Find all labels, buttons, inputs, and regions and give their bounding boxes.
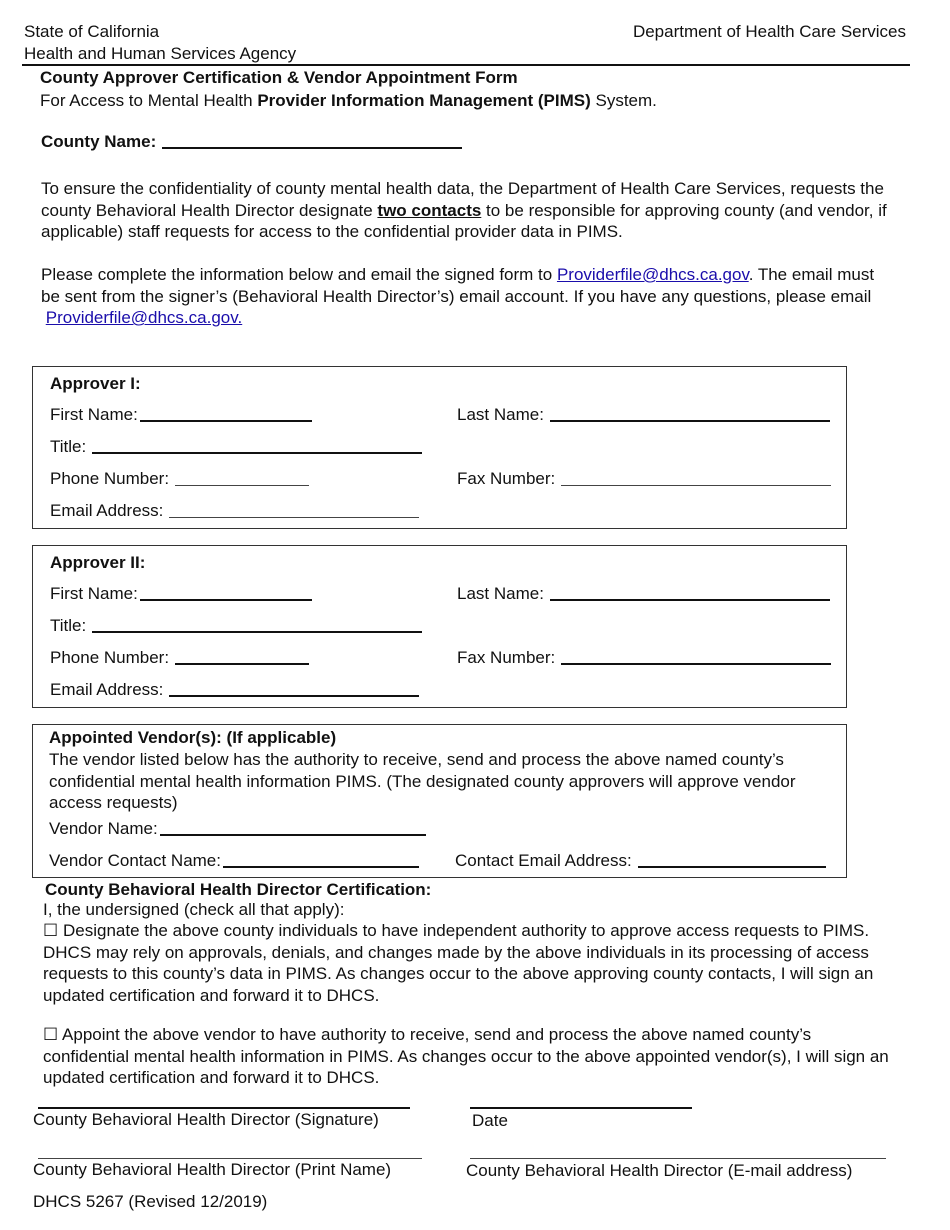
phone-label: Phone Number: — [50, 648, 170, 667]
county-name-field — [41, 132, 462, 152]
form-title: County Approver Certification & Vendor Appointment Form — [40, 68, 518, 87]
option-2-checkbox[interactable]: ☐ — [43, 1025, 59, 1044]
approver-2-email-field — [50, 680, 419, 700]
vendor-contact-email-field — [455, 851, 826, 871]
department-label: Department of Health Care Services — [632, 22, 906, 41]
approver-1-fax-field — [457, 469, 831, 489]
providerfile-email-link-2[interactable]: Providerfile@dhcs.ca.gov. — [45, 308, 243, 327]
state-label: State of California — [24, 22, 160, 41]
email-label: Email Address: — [50, 501, 164, 520]
providerfile-email-link[interactable]: Providerfile@dhcs.ca.gov — [556, 265, 749, 284]
form-subtitle: For Access to Mental Health Provider Information Management (PIMS) System. — [40, 91, 657, 110]
approver-1-section — [32, 366, 847, 529]
approver-2-section — [32, 545, 847, 708]
vendor-name-label: Vendor Name: — [49, 819, 158, 838]
signature-line[interactable] — [38, 1107, 410, 1109]
approver-2-last-name-input[interactable] — [550, 599, 830, 601]
vendor-contact-name-input[interactable] — [223, 866, 419, 868]
approver-2-fax-field — [457, 648, 831, 668]
county-name-label: County Name: — [41, 132, 157, 151]
approver-1-phone-input[interactable] — [175, 485, 309, 486]
approver-2-email-input[interactable] — [169, 695, 419, 697]
vendor-section — [32, 724, 847, 878]
first-name-label: First Name: — [50, 584, 138, 603]
certification-option-2: ☐ Appoint the above vendor to have authority to receive, send and process the above named county’s confidential mental health information in PIMS. As changes occur to the above appointed vendor(s), I will sign an updated certification and forward it to DHCS. — [43, 1025, 889, 1087]
approver-2-heading: Approver II: — [50, 553, 146, 572]
print-name-label: County Behavioral Health Director (Print Name) — [33, 1160, 392, 1179]
vendor-heading: Appointed Vendor(s): (If applicable) — [49, 728, 337, 747]
form-id: DHCS 5267 (Revised 12/2019) — [33, 1192, 268, 1211]
first-name-label: First Name: — [50, 405, 138, 424]
approver-2-first-name-field — [50, 584, 312, 604]
approver-2-phone-input[interactable] — [175, 663, 309, 665]
approver-2-phone-field — [50, 648, 309, 668]
approver-2-fax-input[interactable] — [561, 663, 831, 665]
header-divider — [22, 64, 910, 66]
director-email-label: County Behavioral Health Director (E-mail address) — [466, 1161, 853, 1180]
title-label: Title: — [50, 437, 87, 456]
approver-1-last-name-input[interactable] — [550, 420, 830, 422]
vendor-contact-email-label: Contact Email Address: — [455, 851, 632, 870]
last-name-label: Last Name: — [457, 584, 544, 603]
county-name-input[interactable] — [162, 147, 462, 149]
print-name-line[interactable] — [38, 1158, 422, 1159]
email-label: Email Address: — [50, 680, 164, 699]
approver-1-title-input[interactable] — [92, 452, 422, 454]
approver-2-title-input[interactable] — [92, 631, 422, 633]
approver-1-first-name-input[interactable] — [140, 420, 312, 422]
vendor-contact-name-field — [49, 851, 419, 871]
last-name-label: Last Name: — [457, 405, 544, 424]
approver-2-first-name-input[interactable] — [140, 599, 312, 601]
approver-1-phone-field — [50, 469, 309, 489]
approver-1-title-field — [50, 437, 422, 457]
phone-label: Phone Number: — [50, 469, 170, 488]
approver-2-last-name-field — [457, 584, 830, 604]
intro-paragraph-1: To ensure the confidentiality of county mental health data, the Department of Health Care Services, requests the county Behavioral Health Director designate two contacts to be responsible for approving county (and vendor, if applicable) staff requests for access to the confidential provider data in PIMS. — [41, 179, 887, 241]
approver-1-first-name-field — [50, 405, 312, 425]
fax-label: Fax Number: — [457, 469, 556, 488]
signature-label: County Behavioral Health Director (Signature) — [33, 1110, 379, 1129]
vendor-description: The vendor listed below has the authority to receive, send and process the above named county’s confidential mental health information PIMS. (The designated county approvers will approve vendor access requests) — [49, 750, 796, 812]
intro-paragraph-2: Please complete the information below and email the signed form to Providerfile@dhcs.ca.gov. The email must be sent from the signer’s (Behavioral Health Director’s) email account. If you have any questions, please email Providerfile@dhcs.ca.gov. — [41, 265, 875, 327]
date-line[interactable] — [470, 1107, 692, 1109]
vendor-contact-name-label: Vendor Contact Name: — [49, 851, 221, 870]
approver-1-email-field — [50, 501, 419, 521]
approver-1-email-input[interactable] — [169, 517, 419, 518]
vendor-name-input[interactable] — [160, 834, 426, 836]
approver-1-fax-input[interactable] — [561, 485, 831, 486]
approver-2-title-field — [50, 616, 422, 636]
director-email-line[interactable] — [470, 1158, 886, 1159]
agency-label: Health and Human Services Agency — [24, 44, 297, 63]
option-1-checkbox[interactable]: ☐ — [43, 921, 59, 940]
vendor-contact-email-input[interactable] — [638, 866, 826, 868]
certification-option-1: ☐ Designate the above county individuals to have independent authority to approve access requests to PIMS. DHCS may rely on approvals, denials, and changes made by the above individuals in its processing of access requests to this county’s data in PIMS. As changes occur to the above approving county contacts, I will sign an updated certification and forward it to DHCS. — [43, 921, 874, 1005]
approver-1-heading: Approver I: — [50, 374, 141, 393]
vendor-name-field — [49, 819, 426, 839]
date-label: Date — [472, 1111, 508, 1130]
certification-intro: I, the undersigned (check all that apply): — [43, 900, 345, 919]
certification-heading: County Behavioral Health Director Certification: — [45, 880, 432, 899]
approver-1-last-name-field — [457, 405, 830, 425]
title-label: Title: — [50, 616, 87, 635]
fax-label: Fax Number: — [457, 648, 556, 667]
